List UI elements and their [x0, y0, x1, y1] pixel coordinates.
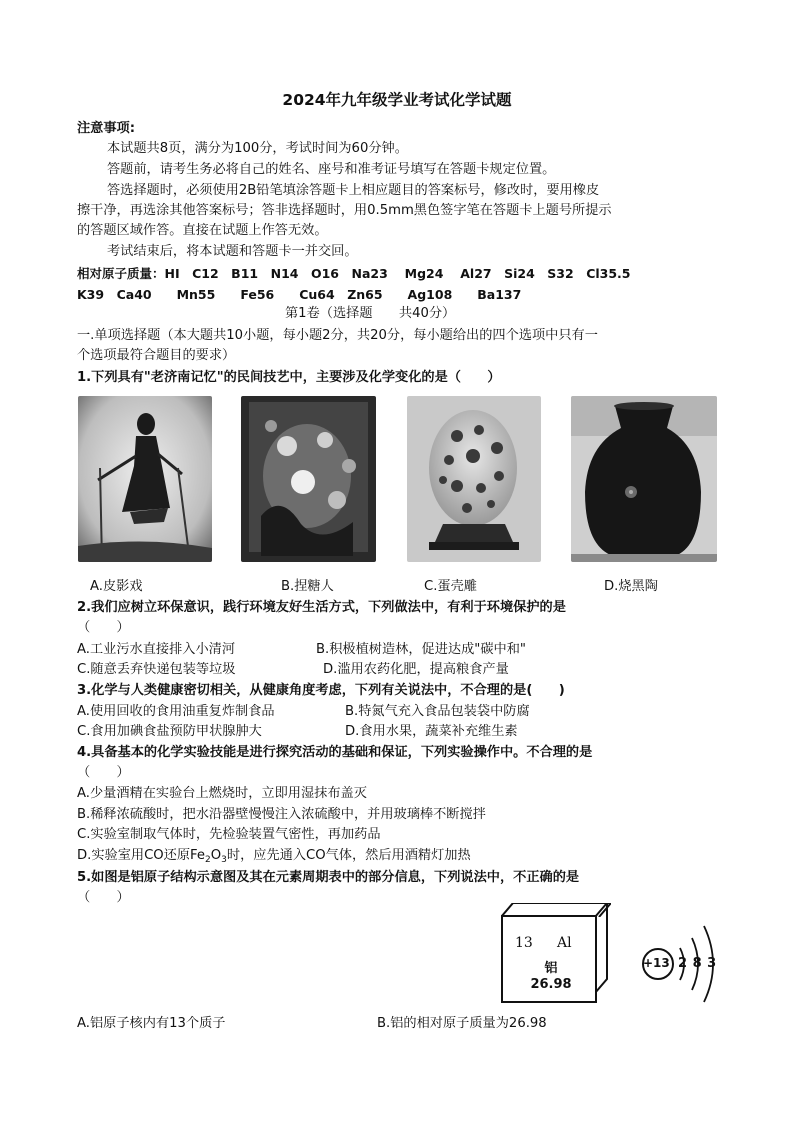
notice-line: 答选择题时，必须使用2B铅笔填涂答题卡上相应题目的答案标号，修改时，要用橡皮 [107, 183, 600, 198]
shadow-puppet-photo [78, 396, 212, 562]
notice-line: 考试结束后，将本试题和答题卡一并交回。 [107, 244, 358, 259]
notice-line: 答题前，请考生务必将自己的姓名、座号和准考证号填写在答题卡规定位置。 [107, 162, 556, 177]
question-1-option: B.捏糖人 [281, 579, 334, 594]
question-5-option: A.铝原子核内有13个质子 [77, 1016, 226, 1031]
question-3-stem: 3.化学与人类健康密切相关，从健康角度考虑，下列有关说法中，不合理的是( ) [77, 683, 565, 698]
element-card [501, 915, 597, 1003]
section-heading: 个选项最符合题目的要求） [77, 348, 236, 363]
question-4-stem: 4.具备基本的化学实验技能是进行探究活动的基础和保证，下列实验操作中。不合理的是 [77, 745, 593, 760]
notice-line: 擦干净，再选涂其他答案标号；答非选择题时，用0.5mm黑色签字笔在答题卡上题号所提示 [77, 203, 612, 218]
exam-title: 2024年九年级学业考试化学试题 [282, 91, 512, 109]
question-5-stem: 5.如图是铝原子结构示意图及其在元素周期表中的部分信息，下列说法中，不正确的是 [77, 870, 580, 885]
nucleus-charge: +13 [643, 956, 670, 970]
question-3-option: A.使用回收的食用油重复炸制食品 [77, 704, 275, 719]
question-2-stem: 2.我们应树立环保意识，践行环境友好生活方式，下列做法中，有利于环境保护的是 [77, 600, 566, 615]
element-number: 13 [515, 935, 533, 951]
question-2-option: D.滥用农药化肥，提高粮食产量 [323, 662, 509, 677]
element-mass: 26.98 [530, 977, 572, 992]
question-3-option: C.食用加碘食盐预防甲状腺肿大 [77, 724, 262, 739]
question-4-option: A.少量酒精在实验台上燃烧时，立即用湿抹布盖灭 [77, 786, 367, 801]
question-2-option: B.积极植树造林，促进达成"碳中和" [316, 642, 526, 657]
question-1-option: D.烧黑陶 [604, 579, 658, 594]
question-5-option: B.铝的相对原子质量为26.98 [377, 1016, 547, 1031]
electron-counts: 2 8 3 [678, 956, 717, 971]
atomic-mass-line: K39 Ca40 Mn55 Fe56 Cu64 Zn65 Ag108 Ba137 [77, 287, 522, 302]
question-1-option: A.皮影戏 [90, 579, 143, 594]
atomic-mass-line: 相对原子质量：HI C12 B11 N14 O16 Na23 Mg24 Al27 Si24 S32 Cl35.5 [77, 266, 631, 281]
part-title: 第1卷（选择题 共40分） [285, 306, 456, 321]
question-1-stem: 1.下列具有"老济南记忆"的民间技艺中，主要涉及化学变化的是（ ） [77, 370, 501, 385]
question-4-option: B.稀释浓硫酸时，把水沿器壁慢慢注入浓硫酸中，并用玻璃棒不断搅拌 [77, 807, 486, 822]
eggshell-carving-photo [407, 396, 541, 562]
question-1-option: C.蛋壳雕 [424, 579, 477, 594]
question-4-option: C.实验室制取气体时，先检验装置气密性，再加药品 [77, 827, 381, 842]
question-2-option: C.随意丢弃快递包装等垃圾 [77, 662, 236, 677]
question-3-option: D.食用水果，蔬菜补充维生素 [345, 724, 518, 739]
notice-heading: 注意事项: [77, 121, 136, 136]
section-heading: 一.单项选择题（本大题共10小题，每小题2分，共20分，每小题给出的四个选项中只有一 [77, 328, 598, 343]
question-3-option: B.特氮气充入食品包装袋中防腐 [345, 704, 530, 719]
question-4-option-d: D.实验室用CO还原$Fe_2O_3$时，应先通入CO气体，然后用酒精灯加热 [77, 848, 471, 865]
question-5-stem: （ ） [77, 890, 130, 905]
element-name: 铝 [544, 961, 558, 976]
notice-line: 的答题区域作答。直接在试题上作答无效。 [77, 223, 328, 238]
question-4-stem: （ ） [77, 765, 130, 780]
question-2-stem: （ ） [77, 620, 130, 635]
sugar-figure-photo [241, 396, 376, 562]
element-symbol: Al [557, 935, 572, 951]
notice-line: 本试题共8页，满分为100分，考试时间为60分钟。 [107, 141, 408, 156]
question-2-option: A.工业污水直接排入小清河 [77, 642, 236, 657]
black-pottery-photo [571, 396, 717, 562]
